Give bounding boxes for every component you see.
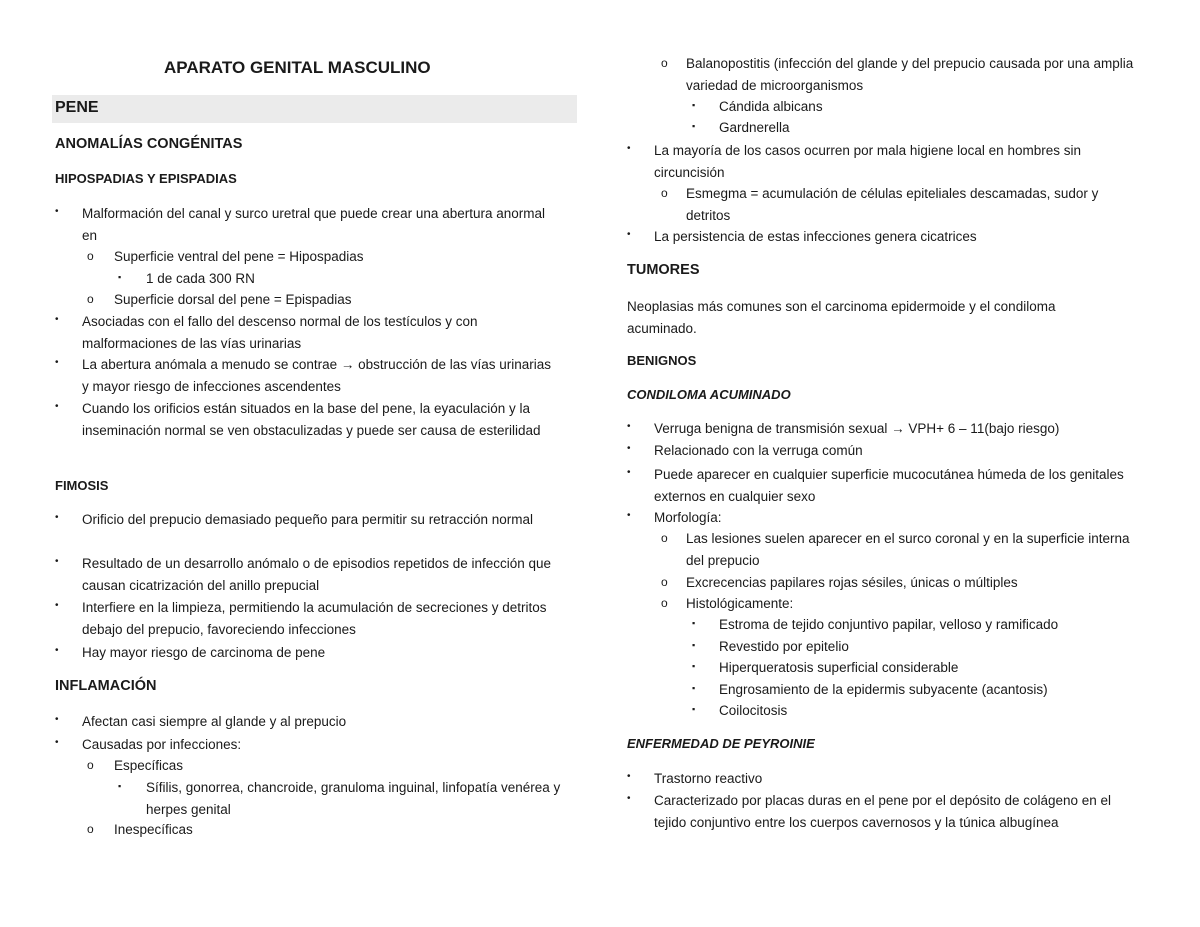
list-item: Gardnerella	[719, 120, 790, 135]
list-item: Revestido por epitelio	[719, 639, 849, 654]
bullet-marker: o	[661, 596, 668, 610]
bullet-marker: •	[627, 229, 631, 240]
bullet-marker: •	[627, 467, 631, 478]
bullet-marker: •	[55, 314, 59, 325]
bullet-marker: •	[55, 512, 59, 523]
bullet-marker: •	[55, 357, 59, 368]
subheading-condiloma: CONDILOMA ACUMINADO	[627, 387, 791, 402]
list-item: Resultado de un desarrollo anómalo o de episodios repetidos de infección que causan cicatrización del anillo prepucial	[82, 556, 552, 593]
bullet-marker: ▪	[692, 121, 696, 131]
list-item: Superficie ventral del pene = Hipospadias	[114, 249, 364, 264]
list-item: Sífilis, gonorrea, chancroide, granuloma inguinal, linfopatía venérea y herpes genital	[146, 780, 561, 817]
bullet-marker: ▪	[692, 661, 696, 671]
bullet-marker: ▪	[692, 704, 696, 714]
bullet-marker: o	[87, 758, 94, 772]
bullet-marker: •	[627, 771, 631, 782]
list-item: Coilocitosis	[719, 703, 788, 718]
bullet-marker: •	[55, 600, 59, 611]
bullet-marker: •	[55, 206, 59, 217]
document-title: APARATO GENITAL MASCULINO	[164, 58, 431, 77]
heading-inflamacion: INFLAMACIÓN	[55, 678, 157, 694]
bullet-marker: •	[55, 737, 59, 748]
list-item: Esmegma = acumulación de células epiteliales descamadas, sudor y detritos	[686, 186, 1099, 223]
bullet-marker: ▪	[118, 781, 122, 791]
list-item: Morfología:	[654, 510, 722, 525]
list-item: La mayoría de los casos ocurren por mala higiene local en hombres sin circuncisión	[654, 143, 1081, 180]
bullet-marker: ▪	[692, 618, 696, 628]
list-item: Engrosamiento de la epidermis subyacente (acantosis)	[719, 682, 1048, 697]
list-item: Asociadas con el fallo del descenso normal de los testículos y con malformaciones de las vías urinarias	[82, 314, 478, 351]
list-item: Histológicamente:	[686, 596, 794, 611]
subheading-hipospadias: HIPOSPADIAS Y EPISPADIAS	[55, 171, 237, 186]
bullet-marker: ▪	[692, 683, 696, 693]
list-item: Interfiere en la limpieza, permitiendo la acumulación de secreciones y detritos debajo del prepucio, favoreciendo infecciones	[82, 600, 547, 637]
list-item: Hay mayor riesgo de carcinoma de pene	[82, 645, 326, 660]
bullet-marker: •	[55, 645, 59, 656]
bullet-marker: o	[661, 186, 668, 200]
list-item: Hiperqueratosis superficial considerable	[719, 660, 959, 675]
bullet-marker: •	[627, 421, 631, 432]
heading-benignos: BENIGNOS	[627, 353, 697, 368]
list-item: Verruga benigna de transmisión sexual → VPH+ 6 – 11(bajo riesgo)	[654, 421, 1060, 436]
bullet-marker: •	[55, 401, 59, 412]
heading-fimosis: FIMOSIS	[55, 478, 109, 493]
list-item: Puede aparecer en cualquier superficie mucocutánea húmeda de los genitales externos en cualquier sexo	[654, 467, 1124, 504]
list-item: Relacionado con la verruga común	[654, 443, 863, 458]
list-item: 1 de cada 300 RN	[146, 271, 255, 286]
list-item: Causadas por infecciones:	[82, 737, 242, 752]
bullet-marker: ▪	[692, 100, 696, 110]
heading-peyroinie: ENFERMEDAD DE PEYROINIE	[627, 736, 815, 751]
bullet-marker: o	[87, 249, 94, 263]
bullet-marker: o	[87, 822, 94, 836]
bullet-marker: o	[87, 292, 94, 306]
bullet-marker: •	[627, 443, 631, 454]
list-item: Las lesiones suelen aparecer en el surco coronal y en la superficie interna del prepucio	[686, 531, 1130, 568]
bullet-marker: ▪	[118, 272, 122, 282]
list-item: Trastorno reactivo	[654, 771, 763, 786]
list-item: Caracterizado por placas duras en el pene por el depósito de colágeno en el tejido conjuntivo entre los cuerpos cavernosos y la túnica albugínea	[654, 793, 1112, 830]
bullet-marker: •	[55, 556, 59, 567]
bullet-marker: ▪	[692, 640, 696, 650]
paragraph-tumores: Neoplasias más comunes son el carcinoma epidermoide y el condiloma acuminado.	[627, 299, 1056, 336]
list-item: La abertura anómala a menudo se contrae → obstrucción de las vías urinarias y mayor riesgo de infecciones ascendentes	[82, 357, 552, 394]
heading-tumores: TUMORES	[627, 262, 700, 278]
list-item: La persistencia de estas infecciones genera cicatrices	[654, 229, 977, 244]
list-item: Orificio del prepucio demasiado pequeño para permitir su retracción normal	[82, 512, 533, 527]
list-item: Cuando los orificios están situados en la base del pene, la eyaculación y la inseminación normal se ven obstaculizadas y puede ser causa de esterilidad	[82, 401, 541, 438]
list-item: Superficie dorsal del pene = Epispadias	[114, 292, 352, 307]
list-item: Afectan casi siempre al glande y al prepucio	[82, 714, 347, 729]
section-heading-pene: PENE	[52, 95, 577, 123]
list-item: Estroma de tejido conjuntivo papilar, velloso y ramificado	[719, 617, 1059, 632]
bullet-marker: o	[661, 56, 668, 70]
bullet-marker: •	[55, 714, 59, 725]
list-item: Inespecíficas	[114, 822, 193, 837]
list-item: Cándida albicans	[719, 99, 823, 114]
list-item: Balanopostitis (infección del glande y del prepucio causada por una amplia variedad de microorganismos	[686, 56, 1134, 93]
bullet-marker: •	[627, 793, 631, 804]
bullet-marker: o	[661, 531, 668, 545]
heading-anomalias-congenitas: ANOMALÍAS CONGÉNITAS	[55, 136, 243, 152]
list-item: Malformación del canal y surco uretral que puede crear una abertura anormal en	[82, 206, 546, 243]
list-item: Excrecencias papilares rojas sésiles, únicas o múltiples	[686, 575, 1018, 590]
bullet-marker: •	[627, 510, 631, 521]
list-item: Específicas	[114, 758, 184, 773]
bullet-marker: •	[627, 143, 631, 154]
bullet-marker: o	[661, 575, 668, 589]
